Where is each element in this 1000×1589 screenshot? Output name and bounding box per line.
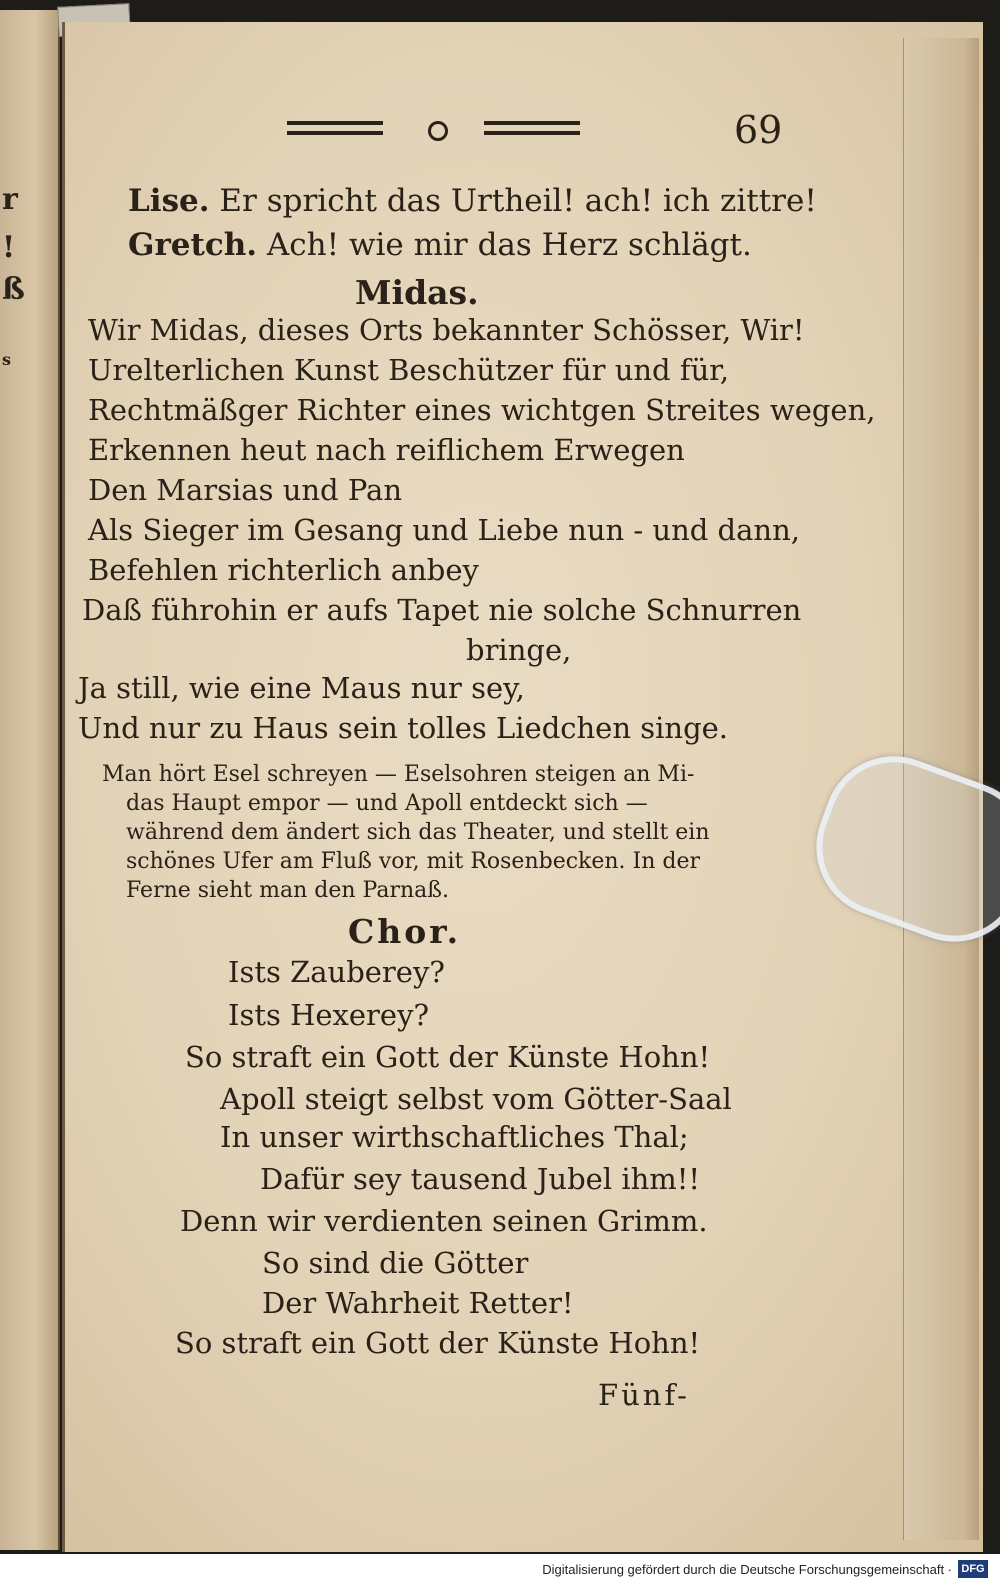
verse-line: Daß führohin er aufs Tapet nie solche Schnurren [82,593,802,627]
verse-line: So straft ein Gott der Künste Hohn! [175,1326,701,1360]
verse-line: In unser wirthschaftliches Thal; [220,1120,689,1154]
catchword: Fünf- [598,1378,690,1412]
dialogue-line [128,183,817,219]
page-number: 69 [734,108,783,152]
dfg-logo-icon: DFG [958,1560,988,1578]
stage-line: das Haupt empor — und Apoll entdeckt sich — [126,791,648,816]
verse-line: Befehlen richterlich anbey [88,553,479,587]
stage-line: Man hört Esel schreyen — Eselsohren steigen an Mi- [102,762,695,787]
stage-line: Ferne sieht man den Parnaß. [126,878,449,903]
stage-line: während dem ändert sich das Theater, und stellt ein [126,820,710,845]
dialogue-text: Ach! wie mir das Herz schlägt. [266,227,752,263]
stage-line: schönes Ufer am Fluß vor, mit Rosenbecken. In der [126,849,701,874]
left-page-fragment: s [2,350,12,369]
verse-line: Als Sieger im Gesang und Liebe nun - und dann, [88,513,800,547]
left-page-fragment: r [2,182,18,217]
verse-line: Und nur zu Haus sein tolles Liedchen singe. [78,711,729,745]
dialogue-text: Er spricht das Urtheil! ach! ich zittre! [219,183,817,219]
speaker-heading: Midas. [355,273,479,312]
verse-line: Urelterlichen Kunst Beschützer für und für, [88,353,730,387]
verse-line: So sind die Götter [262,1246,529,1280]
footer-bar [0,1554,1000,1589]
verse-line: Erkennen heut nach reiflichem Erwegen [88,433,685,467]
verse-line: Ists Hexerey? [228,998,430,1032]
left-page-fragment: ! [2,230,16,265]
verse-line: Apoll steigt selbst vom Götter-Saal [220,1082,732,1116]
speaker-name: Gretch. [128,227,258,263]
dialogue-line [128,227,752,263]
verse-line: Rechtmäßger Richter eines wichtgen Streites wegen, [88,393,876,427]
speaker-name: Lise. [128,183,210,219]
verse-line: Der Wahrheit Retter! [262,1286,574,1320]
speaker-heading: Chor. [348,912,462,951]
stage-direction [102,760,710,905]
footer-credit: Digitalisierung gefördert durch die Deutsche Forschungsgemeinschaft · [542,1562,952,1577]
verse-line: Den Marsias und Pan [88,473,403,507]
verse-line: Wir Midas, dieses Orts bekannter Schösser, Wir! [88,313,805,347]
verse-line: Dafür sey tausend Jubel ihm!! [260,1162,701,1196]
verse-line: Ists Zauberey? [228,955,445,989]
verse-line: Denn wir verdienten seinen Grimm. [180,1204,708,1238]
left-page-fragment: ß [2,272,25,307]
verse-line: Ja still, wie eine Maus nur sey, [78,671,525,705]
verse-line: So straft ein Gott der Künste Hohn! [185,1040,711,1074]
verse-line: bringe, [466,633,572,667]
left-page-edge [0,10,60,1550]
